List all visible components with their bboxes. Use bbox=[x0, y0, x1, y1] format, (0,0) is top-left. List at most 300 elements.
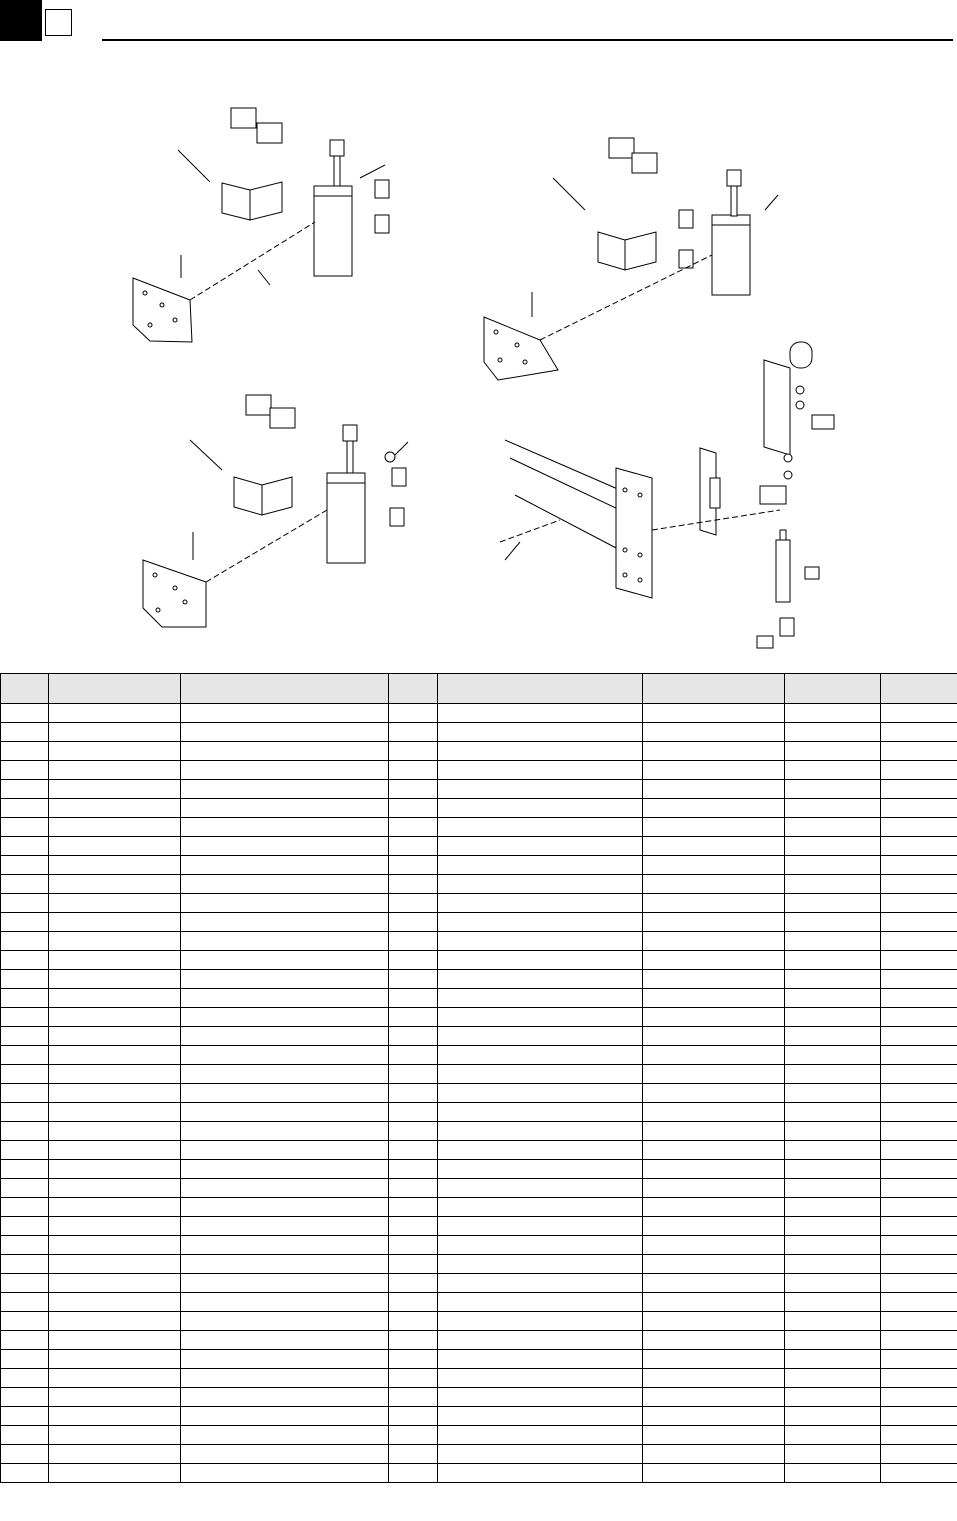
table-cell bbox=[643, 1407, 785, 1426]
table-cell bbox=[643, 932, 785, 951]
table-cell bbox=[785, 1084, 881, 1103]
table-cell bbox=[1, 1445, 49, 1464]
table-cell bbox=[49, 1464, 181, 1483]
table-cell bbox=[438, 799, 643, 818]
table-cell bbox=[49, 1255, 181, 1274]
table-row bbox=[1, 1388, 957, 1407]
table-row bbox=[1, 1141, 957, 1160]
table-cell bbox=[438, 1236, 643, 1255]
table-cell bbox=[389, 1293, 438, 1312]
table-cell bbox=[389, 1388, 438, 1407]
table-cell bbox=[49, 894, 181, 913]
table-cell bbox=[49, 799, 181, 818]
table-cell bbox=[438, 704, 643, 723]
table-cell bbox=[181, 1331, 389, 1350]
table-cell bbox=[438, 1198, 643, 1217]
table-cell bbox=[881, 742, 957, 761]
table-cell bbox=[643, 780, 785, 799]
table-cell bbox=[881, 1084, 957, 1103]
table-cell bbox=[181, 1293, 389, 1312]
table-cell bbox=[181, 856, 389, 875]
table-cell bbox=[438, 989, 643, 1008]
table-cell bbox=[643, 818, 785, 837]
table-cell bbox=[438, 1274, 643, 1293]
column-header bbox=[881, 674, 957, 704]
table-cell bbox=[181, 1103, 389, 1122]
table-cell bbox=[643, 989, 785, 1008]
table-row bbox=[1, 1084, 957, 1103]
table-cell bbox=[1, 1255, 49, 1274]
table-cell bbox=[785, 761, 881, 780]
assembly-c bbox=[143, 395, 408, 627]
table-cell bbox=[1, 1426, 49, 1445]
table-row bbox=[1, 1445, 957, 1464]
table-cell bbox=[881, 761, 957, 780]
table-row bbox=[1, 913, 957, 932]
table-cell bbox=[1, 1369, 49, 1388]
table-cell bbox=[181, 704, 389, 723]
table-cell bbox=[785, 1122, 881, 1141]
column-header bbox=[389, 674, 438, 704]
table-cell bbox=[438, 1027, 643, 1046]
table-cell bbox=[643, 704, 785, 723]
table-cell bbox=[389, 1103, 438, 1122]
table-cell bbox=[1, 932, 49, 951]
table-cell bbox=[881, 1369, 957, 1388]
table-cell bbox=[49, 1160, 181, 1179]
table-cell bbox=[438, 818, 643, 837]
table-cell bbox=[881, 1331, 957, 1350]
table-cell bbox=[643, 1141, 785, 1160]
table-cell bbox=[1, 761, 49, 780]
table-cell bbox=[49, 1198, 181, 1217]
table-cell bbox=[181, 1255, 389, 1274]
table-cell bbox=[389, 704, 438, 723]
table-cell bbox=[389, 818, 438, 837]
table-cell bbox=[643, 875, 785, 894]
table-cell bbox=[643, 1464, 785, 1483]
table-cell bbox=[785, 951, 881, 970]
table-cell bbox=[389, 761, 438, 780]
table-cell bbox=[881, 1407, 957, 1426]
table-cell bbox=[785, 1369, 881, 1388]
table-cell bbox=[1, 1464, 49, 1483]
table-cell bbox=[785, 894, 881, 913]
table-cell bbox=[785, 1464, 881, 1483]
table-cell bbox=[49, 951, 181, 970]
table-cell bbox=[389, 1046, 438, 1065]
table-cell bbox=[881, 932, 957, 951]
table-cell bbox=[181, 818, 389, 837]
table-cell bbox=[785, 1141, 881, 1160]
table-cell bbox=[389, 1312, 438, 1331]
table-cell bbox=[389, 932, 438, 951]
table-cell bbox=[785, 1046, 881, 1065]
table-cell bbox=[785, 1445, 881, 1464]
table-cell bbox=[1, 1103, 49, 1122]
table-cell bbox=[438, 1103, 643, 1122]
table-cell bbox=[881, 1274, 957, 1293]
table-row bbox=[1, 1008, 957, 1027]
table-cell bbox=[438, 723, 643, 742]
table-cell bbox=[438, 856, 643, 875]
table-cell bbox=[1, 837, 49, 856]
table-cell bbox=[438, 875, 643, 894]
table-cell bbox=[643, 1255, 785, 1274]
table-cell bbox=[389, 875, 438, 894]
table-cell bbox=[49, 761, 181, 780]
table-cell bbox=[785, 875, 881, 894]
table-cell bbox=[1, 989, 49, 1008]
table-row bbox=[1, 1198, 957, 1217]
table-cell bbox=[785, 704, 881, 723]
table-cell bbox=[1, 1084, 49, 1103]
table-cell bbox=[881, 989, 957, 1008]
table-cell bbox=[785, 1103, 881, 1122]
table-cell bbox=[181, 1369, 389, 1388]
table-cell bbox=[181, 1312, 389, 1331]
exploded-parts-drawing bbox=[0, 50, 957, 670]
table-row bbox=[1, 932, 957, 951]
table-cell bbox=[389, 1407, 438, 1426]
table-cell bbox=[643, 1331, 785, 1350]
table-row bbox=[1, 1350, 957, 1369]
table-cell bbox=[438, 1331, 643, 1350]
table-cell bbox=[785, 932, 881, 951]
parts-list-table bbox=[0, 673, 957, 1483]
table-cell bbox=[181, 894, 389, 913]
table-cell bbox=[643, 1179, 785, 1198]
table-cell bbox=[181, 1445, 389, 1464]
table-cell bbox=[643, 1198, 785, 1217]
table-cell bbox=[881, 780, 957, 799]
table-cell bbox=[1, 1141, 49, 1160]
table-cell bbox=[438, 780, 643, 799]
table-cell bbox=[181, 1198, 389, 1217]
table-cell bbox=[438, 742, 643, 761]
table-cell bbox=[643, 761, 785, 780]
table-cell bbox=[49, 875, 181, 894]
table-cell bbox=[881, 970, 957, 989]
table-cell bbox=[643, 1084, 785, 1103]
table-cell bbox=[389, 1141, 438, 1160]
table-cell bbox=[1, 1027, 49, 1046]
table-row bbox=[1, 951, 957, 970]
table-cell bbox=[438, 837, 643, 856]
table-cell bbox=[389, 913, 438, 932]
table-cell bbox=[881, 1293, 957, 1312]
table-cell bbox=[49, 723, 181, 742]
table-cell bbox=[49, 1122, 181, 1141]
table-cell bbox=[181, 1065, 389, 1084]
table-cell bbox=[881, 875, 957, 894]
table-cell bbox=[389, 1027, 438, 1046]
table-cell bbox=[643, 913, 785, 932]
table-cell bbox=[389, 951, 438, 970]
table-row bbox=[1, 875, 957, 894]
column-header bbox=[181, 674, 389, 704]
table-cell bbox=[49, 1179, 181, 1198]
table-cell bbox=[785, 1312, 881, 1331]
table-row bbox=[1, 1464, 957, 1483]
table-cell bbox=[881, 1103, 957, 1122]
table-cell bbox=[643, 723, 785, 742]
table-cell bbox=[1, 913, 49, 932]
table-cell bbox=[389, 1255, 438, 1274]
table-cell bbox=[49, 837, 181, 856]
table-cell bbox=[785, 1179, 881, 1198]
table-cell bbox=[1, 1312, 49, 1331]
table-cell bbox=[49, 1350, 181, 1369]
table-cell bbox=[643, 1122, 785, 1141]
table-cell bbox=[643, 1369, 785, 1388]
table-cell bbox=[389, 1122, 438, 1141]
table-cell bbox=[389, 1160, 438, 1179]
table-row bbox=[1, 1065, 957, 1084]
table-cell bbox=[643, 856, 785, 875]
table-cell bbox=[181, 1141, 389, 1160]
table-cell bbox=[49, 704, 181, 723]
table-cell bbox=[438, 1426, 643, 1445]
table-cell bbox=[643, 1350, 785, 1369]
chapter-tab bbox=[0, 0, 42, 41]
table-row bbox=[1, 818, 957, 837]
table-row bbox=[1, 1160, 957, 1179]
table-cell bbox=[49, 1217, 181, 1236]
table-cell bbox=[49, 913, 181, 932]
table-cell bbox=[389, 1369, 438, 1388]
table-cell bbox=[881, 723, 957, 742]
table-cell bbox=[438, 1445, 643, 1464]
table-cell bbox=[49, 1312, 181, 1331]
table-cell bbox=[438, 1350, 643, 1369]
table-cell bbox=[181, 875, 389, 894]
table-cell bbox=[438, 1407, 643, 1426]
column-header bbox=[49, 674, 181, 704]
table-cell bbox=[643, 1046, 785, 1065]
table-cell bbox=[181, 1008, 389, 1027]
table-cell bbox=[785, 1274, 881, 1293]
table-cell bbox=[49, 1008, 181, 1027]
table-cell bbox=[785, 913, 881, 932]
table-cell bbox=[438, 1141, 643, 1160]
table-cell bbox=[785, 1350, 881, 1369]
table-cell bbox=[181, 1350, 389, 1369]
table-cell bbox=[438, 1065, 643, 1084]
table-cell bbox=[389, 1445, 438, 1464]
table-cell bbox=[643, 1312, 785, 1331]
table-cell bbox=[49, 1331, 181, 1350]
table-cell bbox=[438, 1369, 643, 1388]
table-cell bbox=[438, 1160, 643, 1179]
table-cell bbox=[881, 1122, 957, 1141]
table-row bbox=[1, 1369, 957, 1388]
table-cell bbox=[49, 1141, 181, 1160]
table-cell bbox=[49, 856, 181, 875]
table-cell bbox=[785, 837, 881, 856]
table-cell bbox=[643, 951, 785, 970]
table-cell bbox=[49, 1103, 181, 1122]
table-row bbox=[1, 1407, 957, 1426]
table-cell bbox=[643, 1445, 785, 1464]
table-cell bbox=[181, 1274, 389, 1293]
table-cell bbox=[785, 1331, 881, 1350]
table-cell bbox=[643, 1426, 785, 1445]
table-cell bbox=[1, 1122, 49, 1141]
table-cell bbox=[1, 970, 49, 989]
table-cell bbox=[785, 856, 881, 875]
table-cell bbox=[1, 1198, 49, 1217]
table-cell bbox=[389, 1426, 438, 1445]
table-cell bbox=[1, 1217, 49, 1236]
table-cell bbox=[643, 1236, 785, 1255]
table-row bbox=[1, 799, 957, 818]
table-cell bbox=[181, 742, 389, 761]
table-cell bbox=[643, 1388, 785, 1407]
table-cell bbox=[49, 1084, 181, 1103]
table-row bbox=[1, 723, 957, 742]
table-cell bbox=[438, 1312, 643, 1331]
table-cell bbox=[1, 1008, 49, 1027]
table-cell bbox=[785, 1407, 881, 1426]
table-cell bbox=[389, 894, 438, 913]
table-cell bbox=[785, 1160, 881, 1179]
table-cell bbox=[881, 1236, 957, 1255]
table-cell bbox=[881, 1312, 957, 1331]
table-cell bbox=[49, 1027, 181, 1046]
table-cell bbox=[785, 742, 881, 761]
table-cell bbox=[389, 970, 438, 989]
table-cell bbox=[49, 1274, 181, 1293]
table-cell bbox=[389, 723, 438, 742]
table-cell bbox=[643, 799, 785, 818]
table-cell bbox=[389, 799, 438, 818]
table-cell bbox=[49, 989, 181, 1008]
table-cell bbox=[785, 1065, 881, 1084]
table-cell bbox=[389, 1236, 438, 1255]
table-cell bbox=[785, 723, 881, 742]
table-cell bbox=[181, 1160, 389, 1179]
table-row bbox=[1, 1293, 957, 1312]
table-cell bbox=[389, 742, 438, 761]
table-cell bbox=[1, 1065, 49, 1084]
table-cell bbox=[181, 1217, 389, 1236]
table-cell bbox=[785, 970, 881, 989]
table-cell bbox=[881, 1350, 957, 1369]
table-row bbox=[1, 1046, 957, 1065]
table-cell bbox=[438, 894, 643, 913]
table-row bbox=[1, 742, 957, 761]
table-cell bbox=[389, 837, 438, 856]
table-cell bbox=[643, 1103, 785, 1122]
table-header-row bbox=[1, 674, 957, 704]
table-cell bbox=[1, 1046, 49, 1065]
table-row bbox=[1, 1027, 957, 1046]
table-cell bbox=[643, 894, 785, 913]
table-cell bbox=[389, 1274, 438, 1293]
table-cell bbox=[881, 913, 957, 932]
table-cell bbox=[438, 1464, 643, 1483]
table-cell bbox=[438, 1293, 643, 1312]
table-cell bbox=[389, 1464, 438, 1483]
column-header bbox=[785, 674, 881, 704]
table-cell bbox=[1, 1160, 49, 1179]
table-cell bbox=[881, 1179, 957, 1198]
table-cell bbox=[181, 761, 389, 780]
table-cell bbox=[438, 951, 643, 970]
table-cell bbox=[181, 1179, 389, 1198]
table-cell bbox=[181, 989, 389, 1008]
table-cell bbox=[438, 1179, 643, 1198]
table-cell bbox=[1, 818, 49, 837]
table-cell bbox=[438, 1084, 643, 1103]
table-cell bbox=[1, 1236, 49, 1255]
table-cell bbox=[181, 1122, 389, 1141]
table-cell bbox=[389, 1179, 438, 1198]
table-cell bbox=[1, 742, 49, 761]
table-cell bbox=[49, 780, 181, 799]
table-cell bbox=[181, 1464, 389, 1483]
table-cell bbox=[785, 1255, 881, 1274]
table-cell bbox=[881, 1046, 957, 1065]
table-cell bbox=[881, 1027, 957, 1046]
table-cell bbox=[181, 1084, 389, 1103]
table-cell bbox=[438, 970, 643, 989]
table-cell bbox=[785, 818, 881, 837]
table-cell bbox=[1, 951, 49, 970]
table-cell bbox=[643, 1293, 785, 1312]
table-cell bbox=[1, 780, 49, 799]
table-cell bbox=[49, 1369, 181, 1388]
table-row bbox=[1, 894, 957, 913]
table-cell bbox=[643, 1027, 785, 1046]
table-cell bbox=[643, 1217, 785, 1236]
table-cell bbox=[881, 1008, 957, 1027]
table-cell bbox=[49, 1388, 181, 1407]
table-cell bbox=[389, 1084, 438, 1103]
table-cell bbox=[438, 1046, 643, 1065]
table-cell bbox=[49, 1445, 181, 1464]
table-cell bbox=[785, 1027, 881, 1046]
table-cell bbox=[389, 1065, 438, 1084]
table-cell bbox=[1, 1331, 49, 1350]
table-cell bbox=[881, 951, 957, 970]
table-cell bbox=[881, 1445, 957, 1464]
table-cell bbox=[785, 1008, 881, 1027]
table-row bbox=[1, 1103, 957, 1122]
table-cell bbox=[181, 1236, 389, 1255]
table-cell bbox=[49, 1046, 181, 1065]
table-cell bbox=[389, 780, 438, 799]
table-cell bbox=[181, 932, 389, 951]
table-cell bbox=[1, 1293, 49, 1312]
table-cell bbox=[438, 761, 643, 780]
table-cell bbox=[49, 1426, 181, 1445]
table-cell bbox=[1, 704, 49, 723]
table-row bbox=[1, 761, 957, 780]
table-cell bbox=[1, 723, 49, 742]
table-cell bbox=[1, 799, 49, 818]
table-cell bbox=[438, 1122, 643, 1141]
table-cell bbox=[181, 1027, 389, 1046]
table-cell bbox=[181, 1046, 389, 1065]
table-cell bbox=[181, 913, 389, 932]
section-box bbox=[45, 9, 72, 36]
table-row bbox=[1, 989, 957, 1008]
table-cell bbox=[1, 1388, 49, 1407]
table-row bbox=[1, 837, 957, 856]
column-header bbox=[643, 674, 785, 704]
